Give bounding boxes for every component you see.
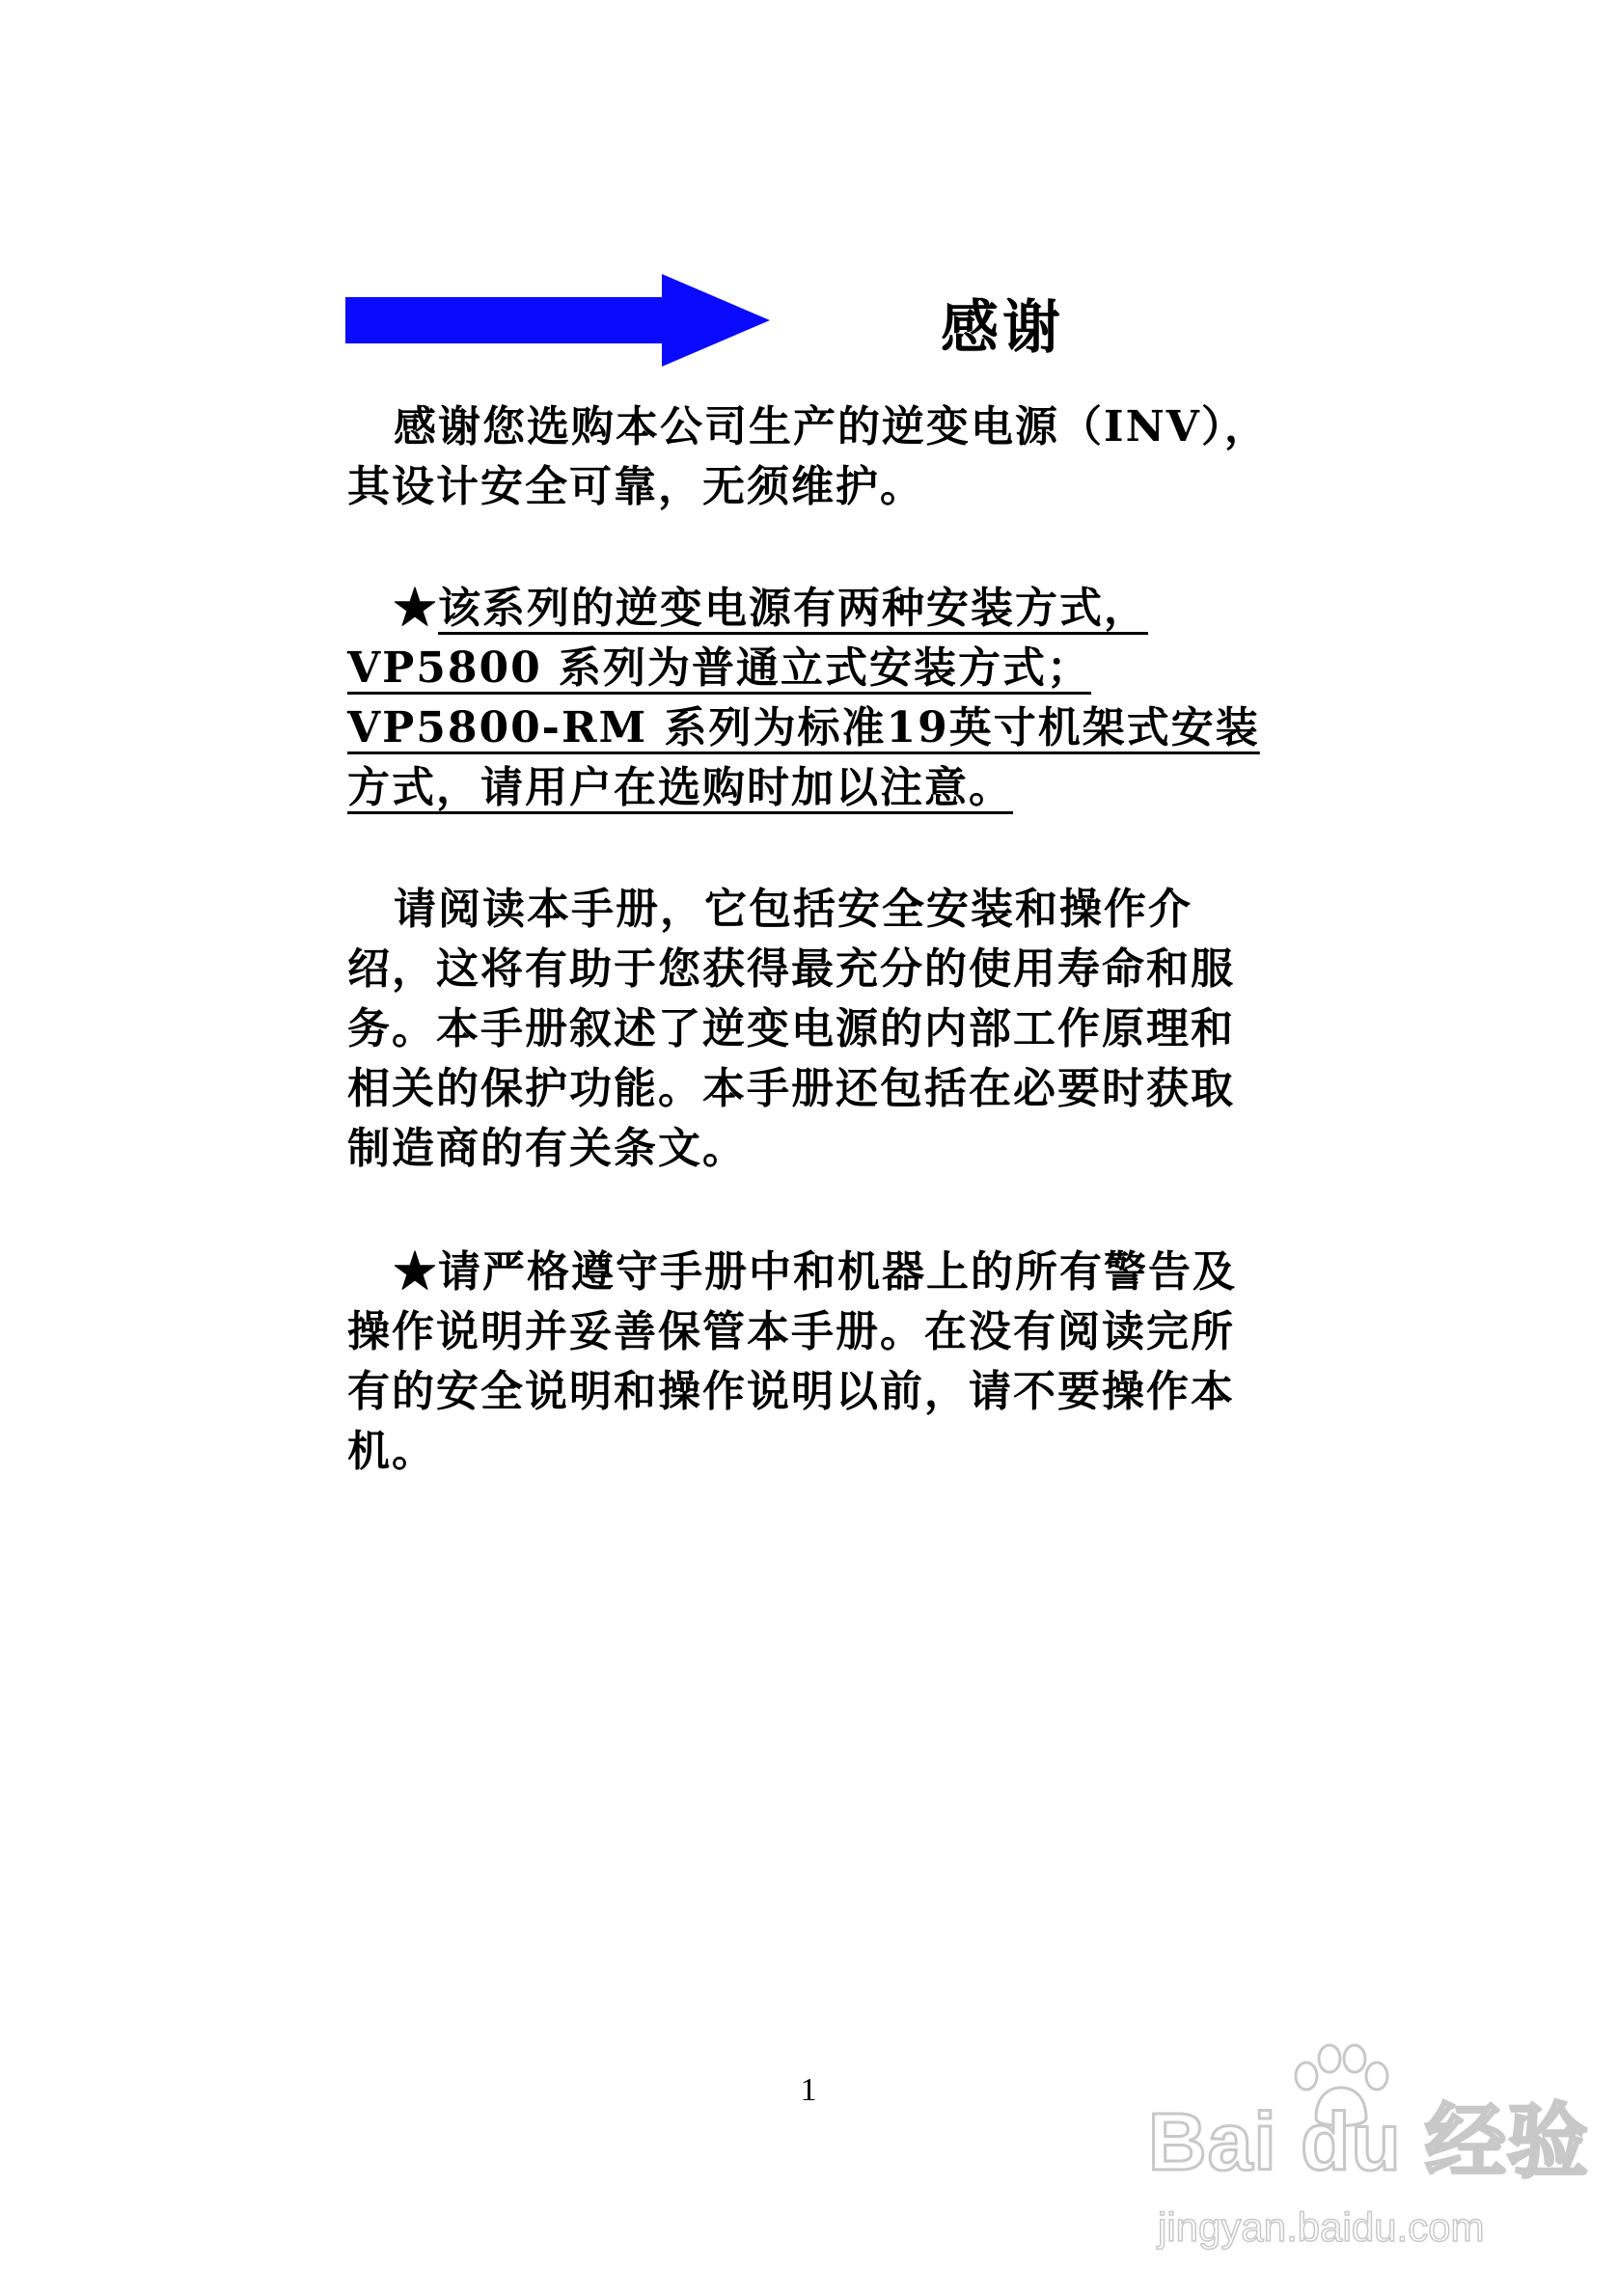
page-number: 1 xyxy=(800,2072,817,2108)
star-icon: ★ xyxy=(394,584,438,633)
watermark-brand: Bai du 经验 xyxy=(1148,2096,1590,2187)
installation-notice-text: 该系列的逆变电源有两种安装方式，VP5800 系列为普通立式安装方式；VP5800-RM 系列为标准19英寸机架式安装方式，请用户在选购时加以注意。 xyxy=(347,584,1260,812)
watermark-url: jingyan.baidu.com xyxy=(1158,2204,1485,2250)
right-arrow-icon xyxy=(345,274,770,367)
installation-notice-paragraph xyxy=(347,579,1274,818)
manual-paragraph: 请阅读本手册，它包括安全安装和操作介绍，这将有助于您获得最充分的使用寿命和服务。本手册叙述了逆变电源的内部工作原理和相关的保护功能。本手册还包括在必要时获取制造商的有关条文。 xyxy=(347,885,1235,1173)
baidu-watermark xyxy=(1148,2043,1590,2255)
intro-paragraph: 感谢您选购本公司生产的逆变电源（INV），其设计安全可靠，无须维护。 xyxy=(347,402,1269,511)
warning-paragraph: ★请严格遵守手册中和机器上的所有警告及操作说明并妥善保管本手册。在没有阅读完所有的安全说明和操作说明以前，请不要操作本机。 xyxy=(347,1247,1237,1476)
page-title: 感谢 xyxy=(941,294,1064,362)
